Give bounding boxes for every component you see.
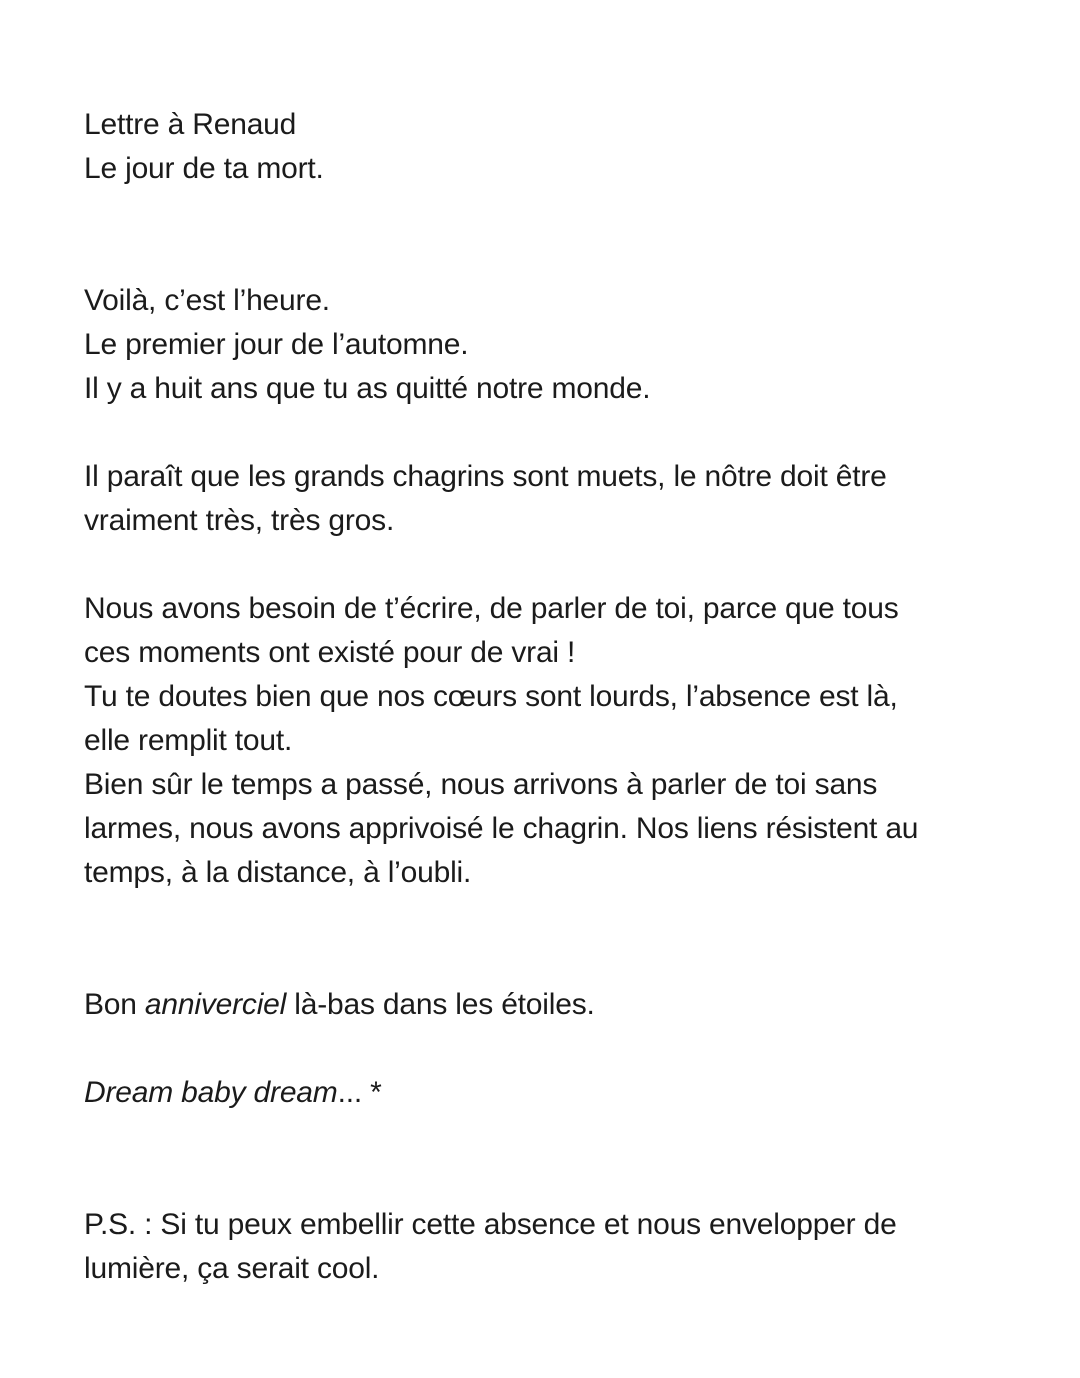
paragraph-post-scriptum (84, 1203, 1000, 1291)
text-line (84, 1071, 1000, 1115)
text-line (84, 983, 1000, 1027)
text-run: elle remplit tout. (84, 724, 293, 757)
text-line (84, 851, 1000, 895)
paragraph-heading (84, 103, 1000, 191)
text-run: Bon (84, 988, 145, 1021)
text-line (84, 631, 1000, 675)
text-run: P.S. : Si tu peux embellir cette absence et nous envelopper de (84, 1208, 897, 1241)
text-line (84, 147, 1000, 191)
text-run: Nous avons besoin de t’écrire, de parler de toi, parce que tous (84, 592, 899, 625)
paragraph-grands-chagrins (84, 455, 1000, 543)
text-line (84, 763, 1000, 807)
text-line (84, 1247, 1000, 1291)
text-run: temps, à la distance, à l’oubli. (84, 856, 472, 889)
italic-text-run: anniverciel (144, 988, 287, 1021)
text-run: lumière, ça serait cool. (84, 1252, 380, 1285)
text-run: ces moments ont existé pour de vrai ! (84, 636, 576, 669)
text-run: Voilà, c’est l’heure. (84, 284, 330, 317)
paragraph-besoin-ecrire (84, 587, 1000, 895)
text-line (84, 103, 1000, 147)
paragraph-dream-baby-dream (84, 1071, 1000, 1115)
text-line (84, 279, 1000, 323)
text-run: vraiment très, très gros. (84, 504, 395, 537)
text-run: ... * (337, 1076, 382, 1109)
italic-text-run: Dream baby dream (84, 1076, 338, 1109)
text-run: Le premier jour de l’automne. (84, 328, 469, 361)
text-run: Bien sûr le temps a passé, nous arrivons à parler de toi sans (84, 768, 878, 801)
paragraph-anniverciel (84, 983, 1000, 1027)
paragraph-opening (84, 279, 1000, 411)
text-line (84, 1203, 1000, 1247)
text-run: Tu te doutes bien que nos cœurs sont lourds, l’absence est là, (84, 680, 898, 713)
text-run: Il y a huit ans que tu as quitté notre monde. (84, 372, 651, 405)
text-line (84, 807, 1000, 851)
text-run: là-bas dans les étoiles. (286, 988, 595, 1021)
text-run: Le jour de ta mort. (84, 152, 324, 185)
text-line (84, 587, 1000, 631)
text-run: Lettre à Renaud (84, 108, 297, 141)
letter-body (84, 103, 1000, 1291)
text-line (84, 499, 1000, 543)
text-line (84, 455, 1000, 499)
text-line (84, 675, 1000, 719)
text-run: larmes, nous avons apprivoisé le chagrin. Nos liens résistent au (84, 812, 919, 845)
text-line (84, 323, 1000, 367)
text-run: Il paraît que les grands chagrins sont muets, le nôtre doit être (84, 460, 887, 493)
text-line (84, 367, 1000, 411)
text-line (84, 719, 1000, 763)
